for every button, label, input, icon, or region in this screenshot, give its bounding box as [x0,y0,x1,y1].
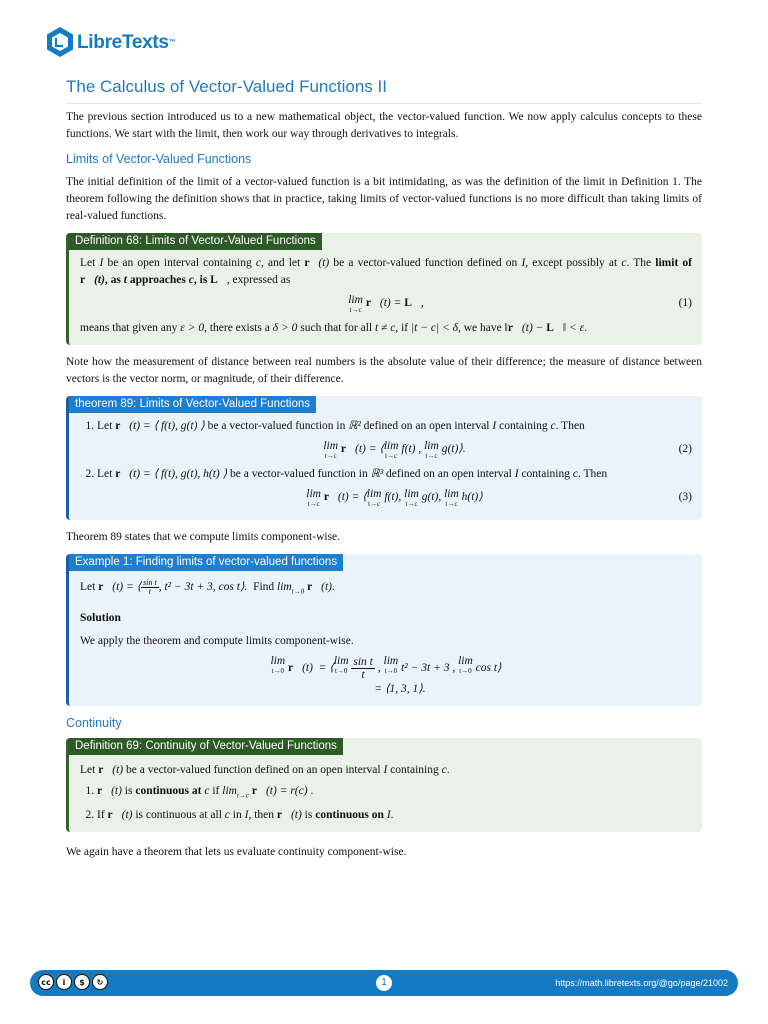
definition-69-item-1: 1. r⃗(t) is continuous at c if $\lim_{t\to c}$ r⃗(t) = r(c) . [97,783,692,804]
license-badge[interactable] [38,974,108,990]
equation-2: lim t→c r⃗(t) = ⟨lim t→c f(t) , lim t→c g(t)⟩. (2) [323,440,692,460]
page-url-link[interactable]: https://math.libretexts.org/@go/page/21002 [555,978,728,988]
libretexts-logo[interactable] [46,26,175,58]
brand-name: LibreTexts™ [77,31,176,53]
theorem-89-title: theorem 89: Limits of Vector-Valued Functions [69,396,316,413]
equation-1: lim t→c r⃗(t) = L⃗, (1) [348,294,692,314]
by-icon: i [56,974,72,990]
libretexts-logo-icon [46,26,74,58]
definition-68-title: Definition 68: Limits of Vector-Valued Functions [69,233,322,250]
limits-paragraph: The initial definition of the limit of a vector-valued function is a bit intimidating, as was the definition of the limit in Definition 1. The theorem following the definition shows that in practice, taking limits of vector-valued functions is no more difficult than taking limits of real-valued functions. [66,176,702,222]
example-1-title: Example 1: Finding limits of vector-valued functions [69,554,343,571]
theorem-89-list [80,418,692,508]
definition-69-item-2: 2. If r⃗(t) is continuous at all c in I, then r⃗(t) is continuous on I. [97,807,692,824]
nc-icon: $ [74,974,90,990]
closing-paragraph: We again have a theorem that lets us evaluate continuity component-wise. [66,845,407,858]
theorem-89-item-1: 1. Let r⃗(t) = ⟨ f(t), g(t) ⟩ be a vector-valued function in ℝ² defined on an open interval I containing c. Then lim t→c r⃗(t) = ⟨lim t→c f(t) , lim t→c g(t)⟩. (2) [97,418,692,460]
definition-69-title: Definition 69: Continuity of Vector-Valued Functions [69,738,343,755]
theorem-note-paragraph: Theorem 89 states that we compute limits component-wise. [66,531,341,543]
definition-68-box [66,233,702,345]
page-content [66,76,702,869]
section-heading-continuity: Continuity [66,716,122,731]
sa-icon: ↻ [92,974,108,990]
equation-3: lim t→c r⃗(t) = ⟨lim t→c f(t), lim t→c g(t), lim t→c h(t)⟩ (3) [306,488,692,508]
example-1-problem: Let r⃗(t) = ⟨ $\frac{\text{sin t}}{t}$ , t² − 3t + 3, cos t⟩. Find $\lim_{t\to 0}$ r⃗(t). [80,578,335,596]
definition-69-box [66,738,702,831]
page-title: The Calculus of Vector-Valued Functions II [66,76,702,104]
solution-text: We apply the theorem and compute limits component-wise. [80,635,354,648]
theorem-89-box [66,396,702,520]
page-number: 1 [376,975,392,991]
equation-1-number: (1) [678,297,692,309]
example-1-equation: lim t→0 r⃗(t) = ⟨lim t→0 $\frac{\text{sin t}}{t}$ , lim t→0 t² − 3t + 3 , lim t→0 cos t⟩ = ⟨1, 3, 1⟩. [270,655,502,696]
definition-69-list [80,783,692,823]
example-1-box [66,554,702,706]
definition-68-text: Let I be an open interval containing c, and let r⃗(t) be a vector-valued function defined on I, except possibly at c. The limit of r⃗(t), as t approaches c, is L⃗, expressed as [80,257,692,286]
theorem-89-item-2: 2. Let r⃗(t) = ⟨ f(t), g(t), h(t) ⟩ be a vector-valued function in ℝ³ defined on an open interval I containing c. Then lim t→c r⃗(t) = ⟨lim t→c f(t), lim t→c g(t), lim t→c h(t)⟩ (3) [97,466,692,508]
solution-label: Solution [80,612,121,625]
section-heading-limits: Limits of Vector-Valued Functions [66,152,252,166]
definition-69-text: Let r⃗(t) be a vector-valued function defined on an open interval I containing c. [80,764,450,777]
intro-paragraph: The previous section introduced us to a new mathematical object, the vector-valued function. We now apply calculus concepts to these functions. We start with the limit, then work our way through derivatives to integrals. [66,111,702,140]
page-footer [30,970,738,996]
cc-icon: cc [38,974,54,990]
definition-68-condition: means that given any ε > 0, there exists a δ > 0 such that for all t ≠ c, if |t − c| < δ, we have ‖r⃗(t) − L⃗‖ < ε. [80,322,588,334]
note-paragraph: Note how the measurement of distance between real numbers is the absolute value of their difference; the measure of distance between vectors is the vector norm, or magnitude, of their difference. [66,356,702,385]
